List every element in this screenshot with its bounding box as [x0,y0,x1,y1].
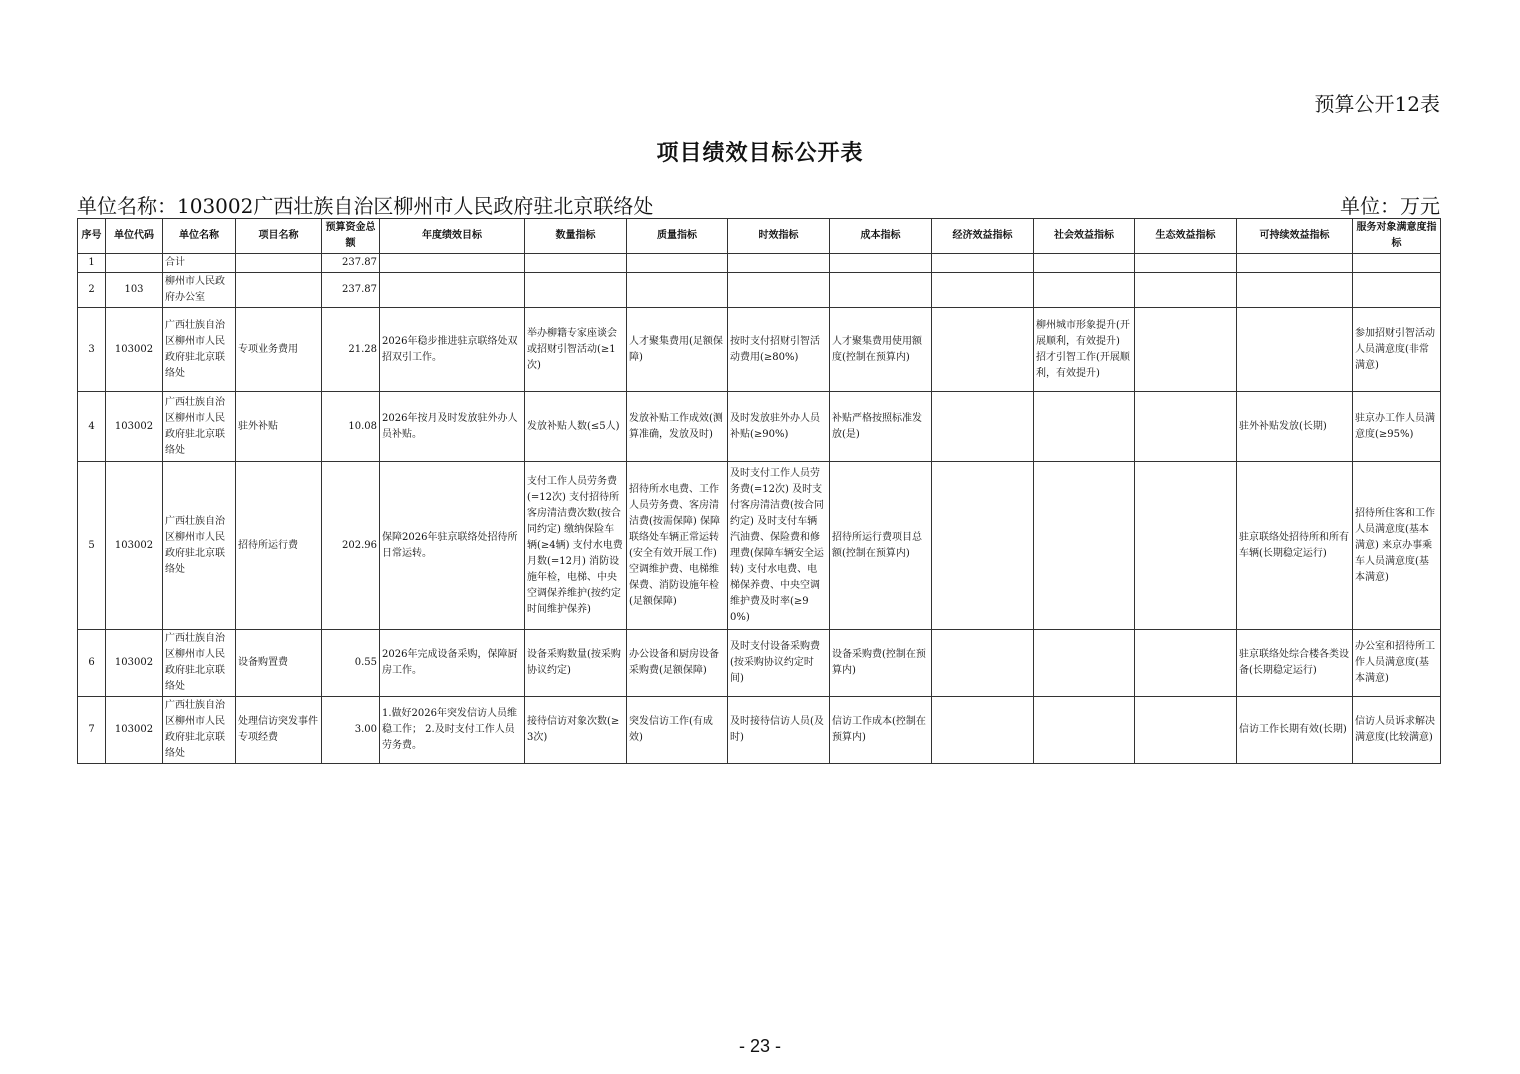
quality-indicator: 招待所水电费、工作人员劳务费、客房清洁费(按需保障) 保障联络处车辆正常运转(安全有效开展工作) 空调维护费、电梯维保费、消防设施年检(足额保障) [627,462,728,630]
social-benefit [1034,630,1135,697]
currency-unit: 单位：万元 [1340,194,1440,218]
quality-indicator: 人才聚集费用(足额保障) [627,308,728,392]
row-number: 4 [78,392,106,462]
ecological-benefit [1135,630,1237,697]
satisfaction-indicator: 办公室和招待所工作人员满意度(基本满意) [1353,630,1441,697]
cost-indicator [830,254,932,273]
sustainable-benefit: 驻京联络处招待所和所有车辆(长期稳定运行) [1237,462,1353,630]
header-cell: 时效指标 [728,219,830,254]
budget-amount: 237.87 [322,254,380,273]
project-name: 处理信访突发事件专项经费 [236,697,322,764]
ecological-benefit [1135,254,1237,273]
ecological-benefit [1135,462,1237,630]
cost-indicator: 信访工作成本(控制在预算内) [830,697,932,764]
time-indicator: 及时发放驻外办人员补贴(≥90%) [728,392,830,462]
time-indicator: 按时支付招财引智活动费用(≥80%) [728,308,830,392]
annual-goal: 1.做好2026年突发信访人员维稳工作； 2.及时支付工作人员劳务费。 [380,697,525,764]
satisfaction-indicator: 驻京办工作人员满意度(≥95%) [1353,392,1441,462]
quantity-indicator: 设备采购数量(按采购协议约定) [525,630,627,697]
sustainable-benefit: 信访工作长期有效(长期) [1237,697,1353,764]
header-cell: 单位名称 [163,219,236,254]
unit-name-cell: 广西壮族自治区柳州市人民政府驻北京联络处 [163,630,236,697]
header-cell: 单位代码 [106,219,163,254]
table-row [78,254,1441,273]
quality-indicator: 发放补贴工作成效(测算准确，发放及时) [627,392,728,462]
quantity-indicator [525,254,627,273]
unit-name-cell: 广西壮族自治区柳州市人民政府驻北京联络处 [163,392,236,462]
quantity-indicator: 举办柳籍专家座谈会或招财引智活动(≥1次) [525,308,627,392]
cost-indicator: 人才聚集费用使用额度(控制在预算内) [830,308,932,392]
header-cell: 生态效益指标 [1135,219,1237,254]
table-row [78,392,1441,462]
annual-goal: 保障2026年驻京联络处招待所日常运转。 [380,462,525,630]
economic-benefit [932,392,1034,462]
row-number: 3 [78,308,106,392]
quantity-indicator: 接待信访对象次数(≥3次) [525,697,627,764]
time-indicator: 及时支付设备采购费(按采购协议约定时间) [728,630,830,697]
header-cell: 服务对象满意度指标 [1353,219,1441,254]
row-number: 6 [78,630,106,697]
sustainable-benefit [1237,308,1353,392]
header-cell: 序号 [78,219,106,254]
ecological-benefit [1135,273,1237,308]
satisfaction-indicator [1353,254,1441,273]
project-name: 驻外补贴 [236,392,322,462]
ecological-benefit [1135,392,1237,462]
page-number: - 23 - [738,1036,781,1056]
economic-benefit [932,697,1034,764]
table-row [78,308,1441,392]
budget-amount: 21.28 [322,308,380,392]
unit-name-cell: 柳州市人民政府办公室 [163,273,236,308]
annual-goal [380,273,525,308]
sustainable-benefit: 驻京联络处综合楼各类设备(长期稳定运行) [1237,630,1353,697]
unit-code: 103002 [106,308,163,392]
quantity-indicator: 发放补贴人数(≤5人) [525,392,627,462]
table-row [78,697,1441,764]
unit-code [106,254,163,273]
economic-benefit [932,630,1034,697]
unit-code: 103002 [106,630,163,697]
social-benefit: 柳州城市形象提升(开展顺利，有效提升) 招才引智工作(开展顺利，有效提升) [1034,308,1135,392]
quality-indicator [627,254,728,273]
header-cell: 项目名称 [236,219,322,254]
unit-code: 103002 [106,697,163,764]
social-benefit [1034,462,1135,630]
unit-code: 103 [106,273,163,308]
economic-benefit [932,462,1034,630]
quality-indicator: 突发信访工作(有成效) [627,697,728,764]
project-name: 专项业务费用 [236,308,322,392]
satisfaction-indicator: 招待所住客和工作人员满意度(基本满意) 来京办事乘车人员满意度(基本满意) [1353,462,1441,630]
unit-name-cell: 广西壮族自治区柳州市人民政府驻北京联络处 [163,308,236,392]
unit-name: 单位名称：103002广西壮族自治区柳州市人民政府驻北京联络处 [77,194,654,218]
sustainable-benefit: 驻外补贴发放(长期) [1237,392,1353,462]
header-cell: 年度绩效目标 [380,219,525,254]
header-cell: 数量指标 [525,219,627,254]
time-indicator: 及时支付工作人员劳务费(=12次) 及时支付客房清洁费(按合同约定) 及时支付车辆汽油费、保险费和修理费(保障车辆安全运转) 支付水电费、电梯保养费、中央空调维护费及时率(≥90%) [728,462,830,630]
document-title: 项目绩效目标公开表 [656,141,864,166]
performance-table [77,218,1441,764]
row-number: 1 [78,254,106,273]
row-number: 2 [78,273,106,308]
economic-benefit [932,254,1034,273]
unit-code: 103002 [106,392,163,462]
cost-indicator [830,273,932,308]
header-cell: 成本指标 [830,219,932,254]
satisfaction-indicator: 参加招财引智活动人员满意度(非常满意) [1353,308,1441,392]
time-indicator [728,273,830,308]
budget-amount: 237.87 [322,273,380,308]
budget-amount: 202.96 [322,462,380,630]
header-cell: 预算资金总额 [322,219,380,254]
unit-name-cell: 广西壮族自治区柳州市人民政府驻北京联络处 [163,462,236,630]
unit-name-cell: 广西壮族自治区柳州市人民政府驻北京联络处 [163,697,236,764]
row-number: 5 [78,462,106,630]
annual-goal: 2026年完成设备采购，保障厨房工作。 [380,630,525,697]
sustainable-benefit [1237,273,1353,308]
annual-goal: 2026年按月及时发放驻外办人员补贴。 [380,392,525,462]
quantity-indicator: 支付工作人员劳务费(=12次) 支付招待所客房清洁费次数(按合同约定) 缴纳保险车辆(≥4辆) 支付水电费月数(=12月) 消防设施年检，电梯、中央空调保养维护(按约定时间维护保养) [525,462,627,630]
project-name: 设备购置费 [236,630,322,697]
economic-benefit [932,273,1034,308]
annual-goal [380,254,525,273]
quantity-indicator [525,273,627,308]
project-name [236,254,322,273]
quality-indicator [627,273,728,308]
social-benefit [1034,273,1135,308]
quality-indicator: 办公设备和厨房设备采购费(足额保障) [627,630,728,697]
cost-indicator: 招待所运行费项目总额(控制在预算内) [830,462,932,630]
project-name: 招待所运行费 [236,462,322,630]
economic-benefit [932,308,1034,392]
social-benefit [1034,254,1135,273]
row-number: 7 [78,697,106,764]
cost-indicator: 补贴严格按照标准发放(是) [830,392,932,462]
table-number: 预算公开12表 [1314,92,1440,116]
social-benefit [1034,392,1135,462]
table-row [78,462,1441,630]
header-row [78,219,1441,254]
table-row [78,273,1441,308]
satisfaction-indicator: 信访人员诉求解决满意度(比较满意) [1353,697,1441,764]
budget-amount: 3.00 [322,697,380,764]
sustainable-benefit [1237,254,1353,273]
project-name [236,273,322,308]
ecological-benefit [1135,697,1237,764]
ecological-benefit [1135,308,1237,392]
table-row [78,630,1441,697]
time-indicator [728,254,830,273]
unit-code: 103002 [106,462,163,630]
header-cell: 经济效益指标 [932,219,1034,254]
budget-amount: 10.08 [322,392,380,462]
time-indicator: 及时接待信访人员(及时) [728,697,830,764]
header-cell: 可持续效益指标 [1237,219,1353,254]
header-cell: 质量指标 [627,219,728,254]
cost-indicator: 设备采购费(控制在预算内) [830,630,932,697]
header-cell: 社会效益指标 [1034,219,1135,254]
annual-goal: 2026年稳步推进驻京联络处双招双引工作。 [380,308,525,392]
social-benefit [1034,697,1135,764]
budget-amount: 0.55 [322,630,380,697]
unit-name-cell: 合计 [163,254,236,273]
satisfaction-indicator [1353,273,1441,308]
